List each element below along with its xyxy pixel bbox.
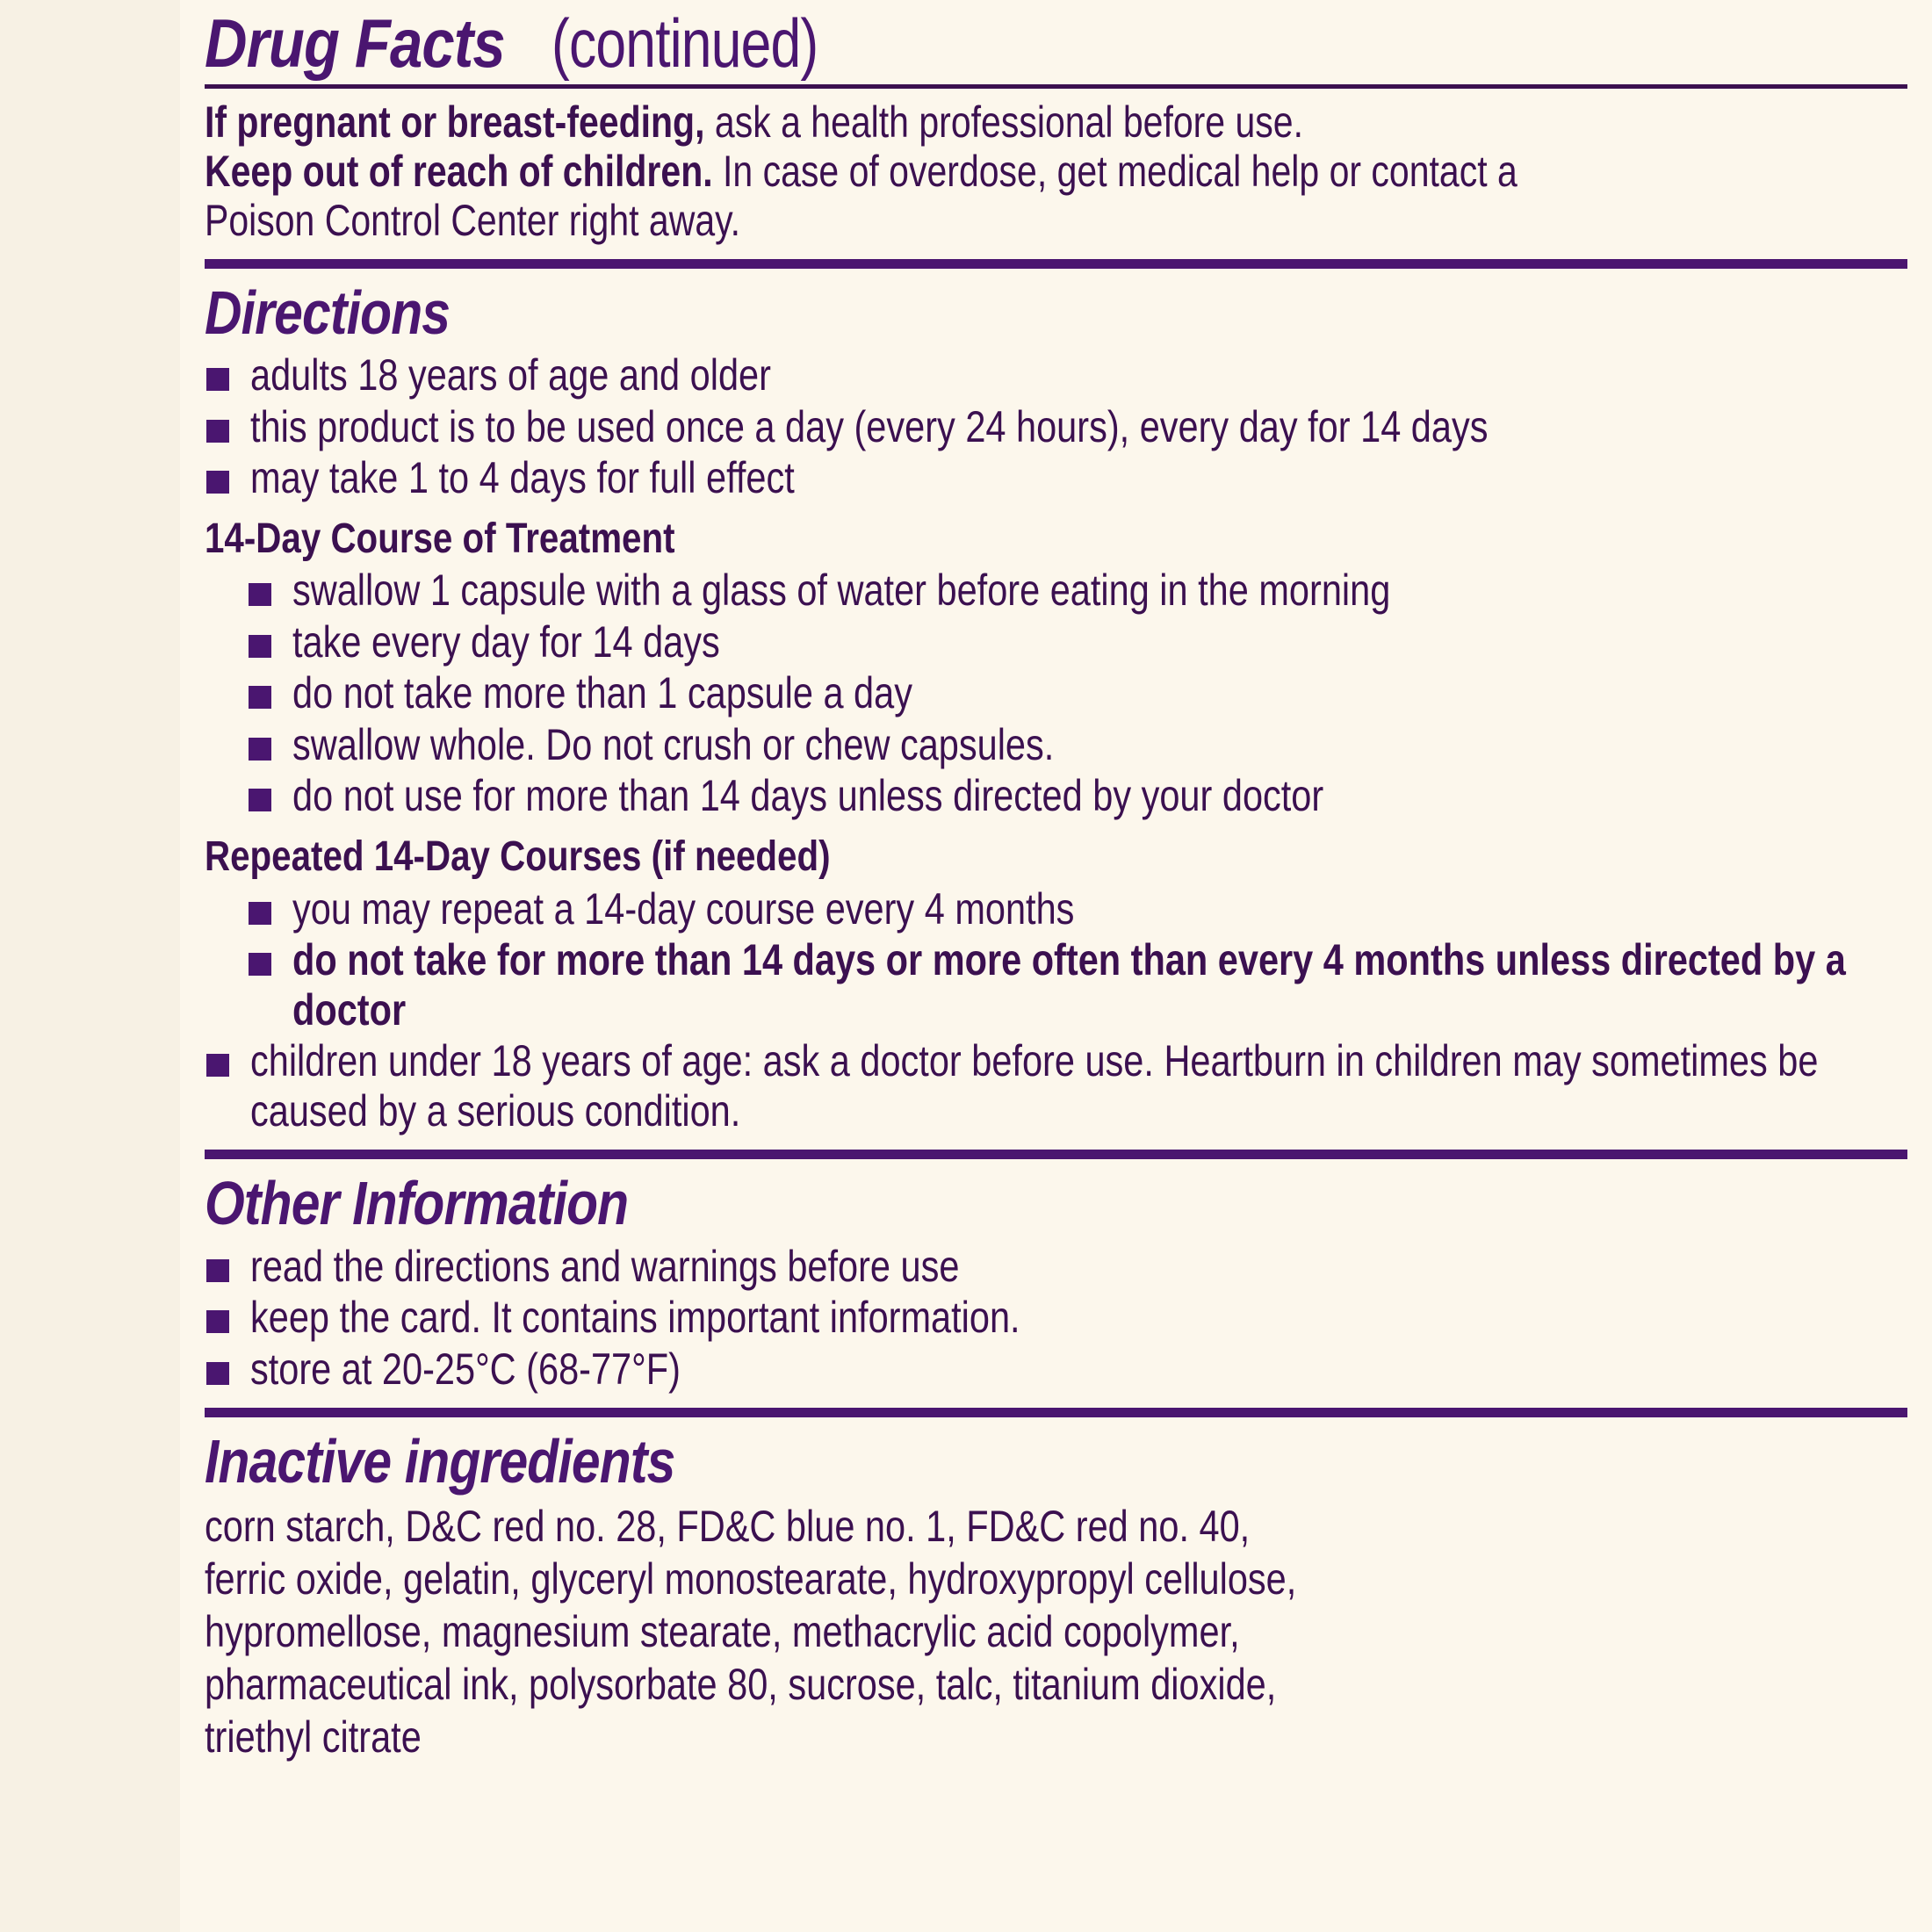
list-item: swallow whole. Do not crush or chew capsules.: [247, 720, 1907, 770]
square-bullet-icon: [206, 1362, 229, 1385]
ingredients-line: triethyl citrate: [205, 1712, 422, 1762]
square-bullet-icon: [206, 368, 229, 391]
list-item: swallow 1 capsule with a glass of water before eating in the morning: [247, 566, 1907, 616]
section-heading-other-information: [205, 1171, 1907, 1236]
other-info-divider: [205, 1150, 1907, 1159]
list-item: keep the card. It contains important information.: [205, 1293, 1907, 1343]
warning-children-label: Keep out of reach of children.: [205, 146, 713, 196]
square-bullet-icon: [206, 1054, 229, 1077]
list-item: you may repeat a 14-day course every 4 months: [247, 884, 1907, 934]
ingredients-line: pharmaceutical ink, polysorbate 80, sucrose, talc, titanium dioxide,: [205, 1659, 1277, 1709]
inactive-ingredients-heading-text: Inactive ingredients: [205, 1427, 675, 1496]
square-bullet-icon: [249, 789, 271, 811]
section-heading-directions: [205, 278, 1907, 347]
list-item: read the directions and warnings before use: [205, 1242, 1907, 1292]
list-item: do not take for more than 14 days or more often than every 4 months unless directed by a doctor: [247, 935, 1907, 1034]
inactive-ingredients-divider: [205, 1408, 1907, 1417]
warnings-block: [205, 97, 1907, 245]
square-bullet-icon: [206, 471, 229, 494]
title-drug-facts: Drug Facts: [205, 4, 505, 82]
page-title: [205, 0, 1907, 82]
directions-divider: [205, 259, 1907, 269]
warning-pregnant-text: ask a health professional before use.: [704, 97, 1303, 147]
square-bullet-icon: [206, 420, 229, 443]
title-continued: (continued): [551, 4, 818, 82]
warning-children-text: In case of overdose, get medical help or contact a Poison Control Center right away.: [205, 146, 1517, 245]
square-bullet-icon: [206, 1259, 229, 1282]
ingredients-line: ferric oxide, gelatin, glyceryl monostearate, hydroxypropyl cellulose,: [205, 1554, 1297, 1604]
children-bullet-list: [205, 1036, 1907, 1135]
ingredients-line: corn starch, D&C red no. 28, FD&C blue no. 1, FD&C red no. 40,: [205, 1501, 1251, 1551]
list-item: children under 18 years of age: ask a doctor before use. Heartburn in children may sometimes be caused by a serious condition.: [205, 1036, 1907, 1135]
list-item: take every day for 14 days: [247, 617, 1907, 667]
list-item: do not take more than 1 capsule a day: [247, 668, 1907, 718]
square-bullet-icon: [249, 902, 271, 925]
directions-heading-text: Directions: [205, 278, 451, 347]
square-bullet-icon: [249, 686, 271, 709]
course-subhead-text: 14-Day Course of Treatment: [205, 515, 675, 562]
other-info-bullet-list: [205, 1242, 1907, 1395]
list-item: may take 1 to 4 days for full effect: [205, 453, 1907, 503]
directions-bullet-list: [205, 350, 1907, 503]
inactive-ingredients-text: [205, 1500, 1907, 1763]
course-bullet-list: [205, 566, 1907, 821]
repeat-subhead-text: Repeated 14-Day Courses (if needed): [205, 833, 831, 880]
section-heading-inactive-ingredients: [205, 1427, 1907, 1496]
square-bullet-icon: [206, 1310, 229, 1333]
drug-facts-label: [180, 0, 1932, 1932]
ingredients-line: hypromellose, magnesium stearate, methacrylic acid copolymer,: [205, 1606, 1240, 1656]
warning-pregnant-label: If pregnant or breast-feeding,: [205, 97, 705, 147]
repeat-bullet-list: [205, 884, 1907, 1035]
subheading-14-day-course: [205, 515, 1907, 563]
list-item: adults 18 years of age and older: [205, 350, 1907, 400]
square-bullet-icon: [249, 953, 271, 976]
title-divider: [205, 84, 1907, 89]
square-bullet-icon: [249, 583, 271, 606]
list-item: do not use for more than 14 days unless directed by your doctor: [247, 771, 1907, 821]
list-item: store at 20-25°C (68-77°F): [205, 1344, 1907, 1395]
square-bullet-icon: [249, 635, 271, 658]
other-info-heading-text: Other Information: [205, 1169, 629, 1238]
subheading-repeated-courses: [205, 833, 1907, 881]
square-bullet-icon: [249, 738, 271, 761]
list-item: this product is to be used once a day (every 24 hours), every day for 14 days: [205, 402, 1907, 452]
